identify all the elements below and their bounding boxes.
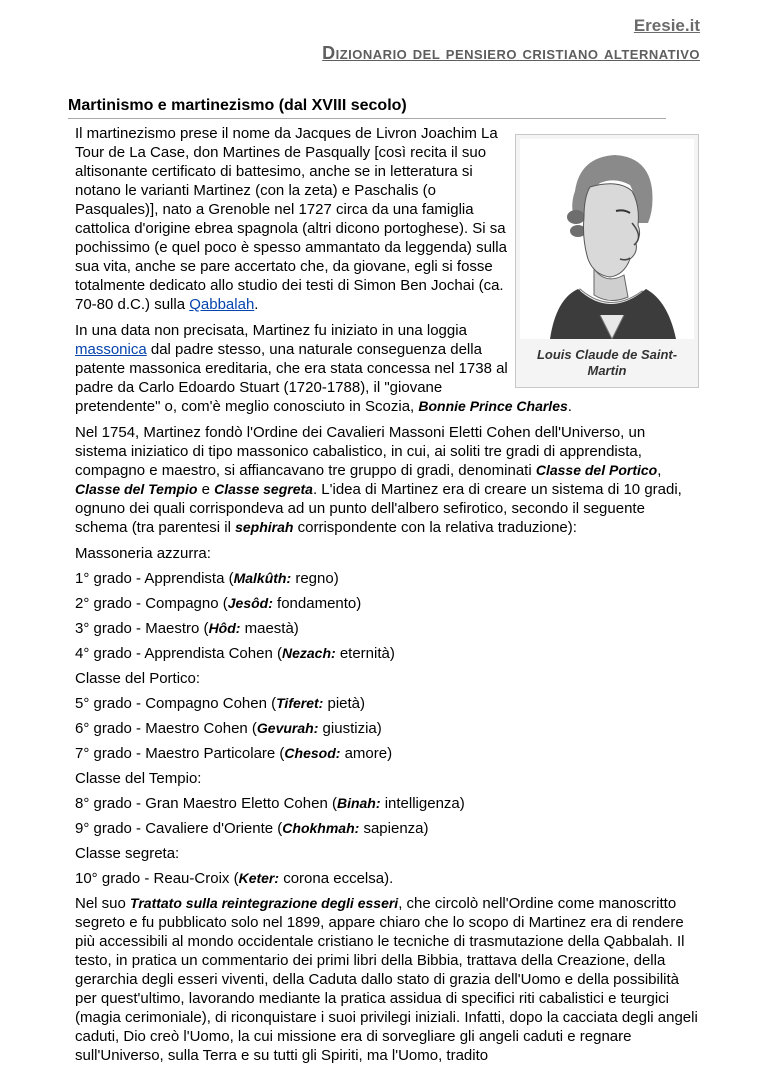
- list-item: Massoneria azzurra:: [75, 545, 211, 562]
- article-title: Martinismo e martinezismo (dal XVIII secolo): [68, 97, 407, 114]
- list-item: 7° grado - Maestro Particolare (Chesod: amore): [75, 745, 393, 762]
- list-item: Classe segreta:: [75, 845, 180, 862]
- list-item: 4° grado - Apprendista Cohen (Nezach: eternità): [75, 645, 395, 662]
- article-body: [75, 124, 699, 1072]
- paragraph-1: Il martinezismo prese il nome da Jacques de Livron Joachim La Tour de La Case, don Martines de Pasqually [così recita il suo altisonante certificato di battesimo, anche se in letteratura si notano le varianti Martinez (con la zeta) e Paschalis (o Pasquales)], nato a Grenoble nel 1727 circa da una famiglia cattolica d'origine ebrea spagnola (altri dicono portoghese). Si sa pochissimo (e quel poco è spesso ammantato da leggenda) sulla sua vita, anche se pare accertato che, da giovane, egli si fosse totalmente dedicato allo studio dei testi di Simon Ben Jochai (ca. 70-80 d.C.) sulla Qabbalah.: [75, 125, 507, 313]
- list-item: 3° grado - Maestro (Hôd: maestà): [75, 620, 299, 637]
- list-item: 1° grado - Apprendista (Malkûth: regno): [75, 570, 339, 587]
- paragraph-4: Nel suo Trattato sulla reintegrazione degli esseri, che circolò nell'Ordine come manoscritto segreto e fu pubblicato solo nel 1899, appare chiaro che lo scopo di Martinez era di rendere più accessibili al mondo occidentale cristiano le tecniche di trasmutazione della Qabbalah. Il testo, in pratica un commentario dei primi libri della Bibbia, trattava della Creazione, della gerarchia degli esseri viventi, della Caduta dallo stato di grazia dell'Uomo e della possibilità per quest'ultimo, lavorando mediante la pratica assidua di specifici riti cabalistici e teurgici (magia cerimoniale), di riconquistare i suoi privilegi iniziali. Infatti, dopo la cacciata degli angeli caduti, Dio creò l'Uomo, la cui missione era di sorvegliare gli angeli caduti e regnare sull'Universo, sulla Terra e su tutti gli Spiriti, ma l'Uomo, tradito: [75, 895, 698, 1064]
- figure-caption: Louis Claude de Saint-Martin: [536, 347, 678, 378]
- list-item: 2° grado - Compagno (Jesôd: fondamento): [75, 595, 362, 612]
- paragraph-2: In una data non precisata, Martinez fu iniziato in una loggia massonica dal padre stesso, una naturale conseguenza della patente massonica ereditaria, che era stata concessa nel 1738 al padre da Carlo Edoardo Stuart (1720-1788), il "giovane pretendente" o, com'è meglio conosciuto in Scozia, Bonnie Prince Charles.: [75, 322, 572, 415]
- site-title[interactable]: Eresie.it: [633, 16, 700, 35]
- paragraph-3: Nel 1754, Martinez fondò l'Ordine dei Cavalieri Massoni Eletti Cohen dell'Universo, un sistema iniziatico di tipo massonico cabalistico, in cui, ai soliti tre gradi di apprendista, compagno e maestro, si affiancavano tre gruppo di gradi, denominati Classe del Portico, Classe del Tempio e Classe segreta. L'idea di Martinez era di creare un sistema di 10 gradi, ognuno dei quali corrispondeva ad un punto dell'albero sefirotico, secondo il seguente schema (tra parentesi il sephirah corrispondente con la relativa traduzione):: [75, 424, 682, 536]
- dictionary-title[interactable]: Dizionario del pensiero cristiano alternativo: [322, 43, 700, 63]
- portrait-figure: [515, 134, 699, 388]
- link-massonica[interactable]: massonica: [75, 341, 147, 358]
- list-item: 9° grado - Cavaliere d'Oriente (Chokhmah: sapienza): [75, 820, 429, 837]
- list-item: Classe del Portico:: [75, 670, 201, 687]
- title-divider: [68, 118, 666, 119]
- list-item: 8° grado - Gran Maestro Eletto Cohen (Binah: intelligenza): [75, 795, 465, 812]
- list-item: 6° grado - Maestro Cohen (Gevurah: giustizia): [75, 720, 382, 737]
- list-item: Classe del Tempio:: [75, 770, 202, 787]
- portrait-image: [520, 139, 694, 339]
- list-item: 10° grado - Reau-Croix (Keter: corona eccelsa).: [75, 870, 394, 887]
- list-item: 5° grado - Compagno Cohen (Tiferet: pietà): [75, 695, 366, 712]
- degree-list: [75, 544, 699, 888]
- link-qabbalah[interactable]: Qabbalah: [189, 296, 255, 313]
